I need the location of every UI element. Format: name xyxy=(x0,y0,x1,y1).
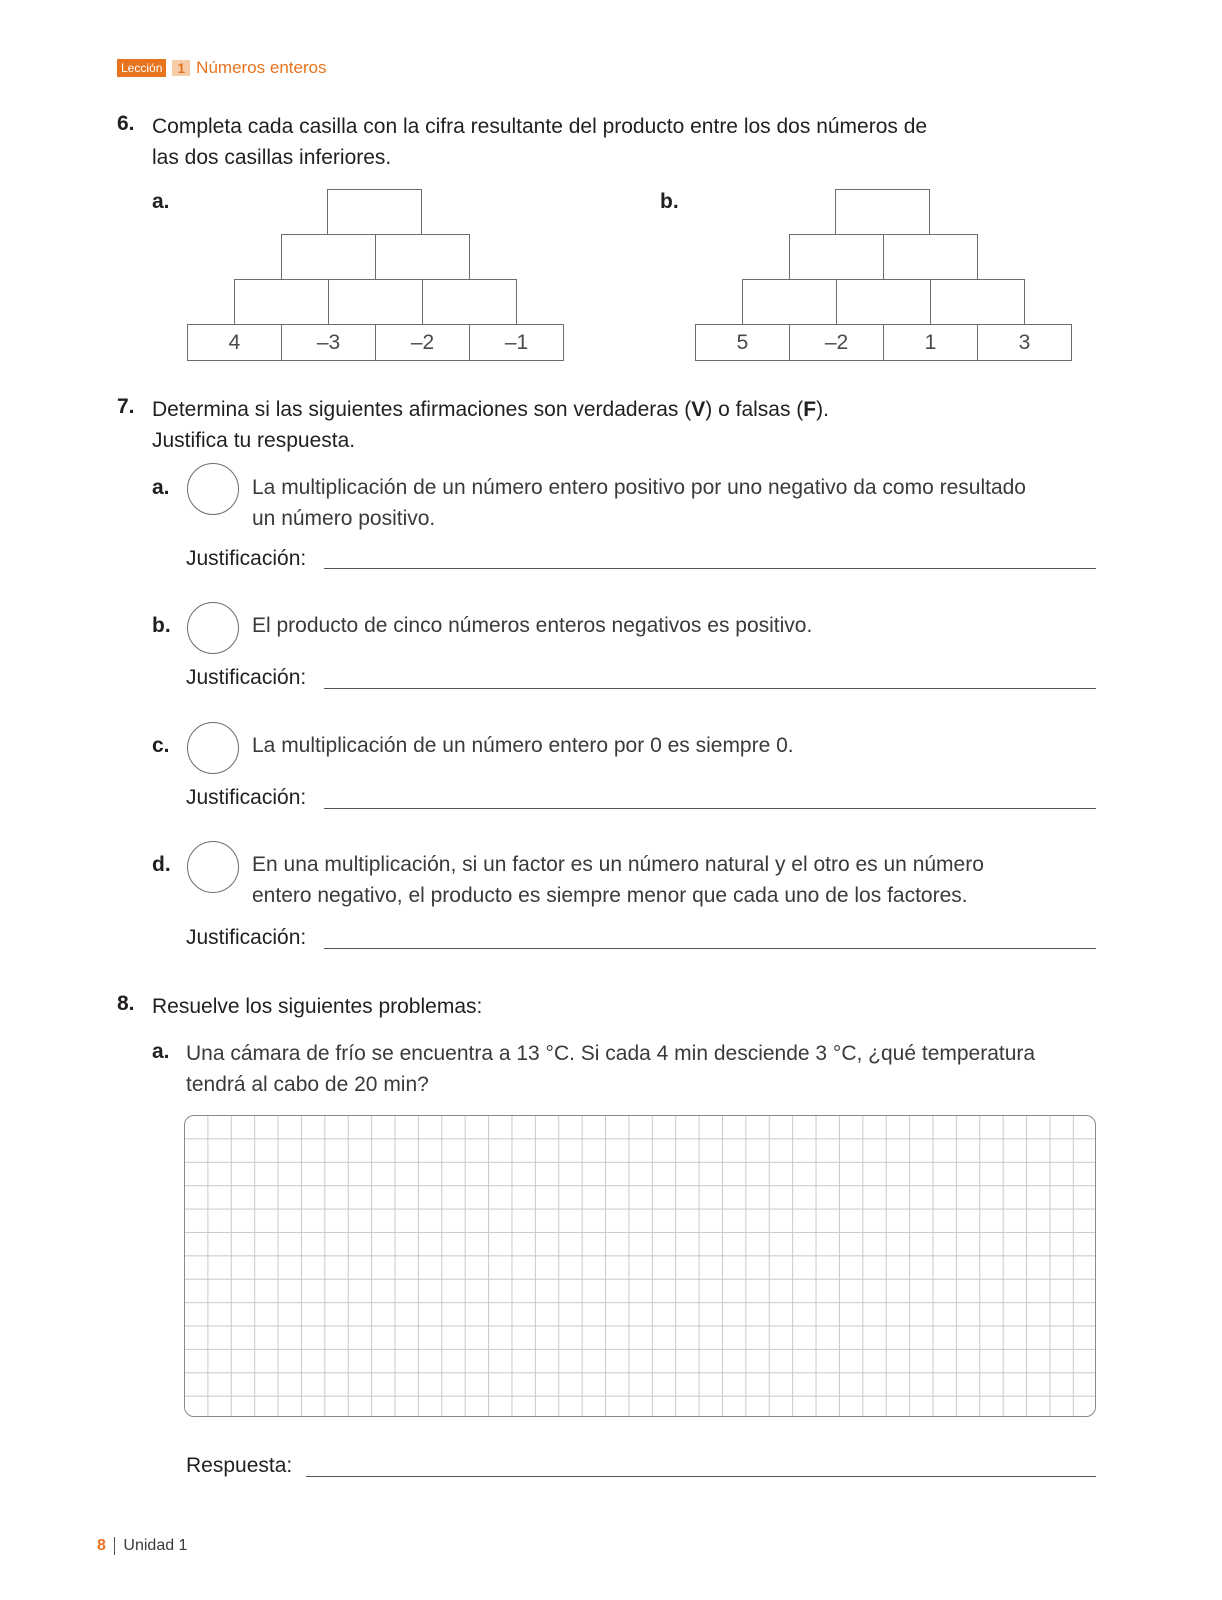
pyramid-a-base-cell: 4 xyxy=(187,324,282,361)
question-6-text xyxy=(152,111,927,173)
lesson-header xyxy=(117,58,327,78)
statement-b-text: El producto de cinco números enteros negativos es positivo. xyxy=(252,614,813,637)
question-7-line1-part: ) o falsas ( xyxy=(705,398,804,421)
statement-a-justification-label: Justificación: xyxy=(186,547,307,570)
pyramid-b-base-cell: 3 xyxy=(977,324,1072,361)
pyramid-a-row2-cell[interactable] xyxy=(375,234,470,280)
pyramid-a-top-cell[interactable] xyxy=(327,189,422,235)
pyramid-b-row2-cell[interactable] xyxy=(789,234,884,280)
statement-a-line2: un número positivo. xyxy=(252,507,436,530)
statement-b-justification-line[interactable] xyxy=(324,688,1096,689)
pyramid-b-base-cell: 1 xyxy=(883,324,978,361)
pyramid-b-base-cell: –2 xyxy=(789,324,884,361)
pyramid-b-top-cell[interactable] xyxy=(835,189,930,235)
question-6-number: 6. xyxy=(117,112,135,135)
page-number: 8 xyxy=(97,1537,106,1554)
question-8-text: Resuelve los siguientes problemas: xyxy=(152,995,483,1018)
question-7-text xyxy=(152,394,829,456)
statement-a-justification-line[interactable] xyxy=(324,568,1096,569)
problem-a-label: a. xyxy=(152,1040,170,1063)
pyramid-b-row3-cell[interactable] xyxy=(836,279,931,325)
statement-a-answer-circle[interactable] xyxy=(187,463,239,515)
question-7-number: 7. xyxy=(117,395,135,418)
statement-a-label: a. xyxy=(152,476,170,499)
statement-d-justification-line[interactable] xyxy=(324,948,1096,949)
statement-c-justification-line[interactable] xyxy=(324,808,1096,809)
pyramid-b-label: b. xyxy=(660,190,679,213)
false-letter: F xyxy=(803,398,817,421)
statement-d-label: d. xyxy=(152,853,171,876)
statement-c-label: c. xyxy=(152,734,170,757)
problem-a-text xyxy=(186,1038,1035,1100)
footer-divider xyxy=(114,1537,116,1555)
pyramid-a-base-cell: –2 xyxy=(375,324,470,361)
statement-b-label: b. xyxy=(152,614,171,637)
answer-label: Respuesta: xyxy=(186,1454,293,1477)
lesson-title: Números enteros xyxy=(196,58,327,77)
statement-c-answer-circle[interactable] xyxy=(187,722,239,774)
problem-a-line1: Una cámara de frío se encuentra a 13 °C. Si cada 4 min desciende 3 °C, ¿qué temperatura xyxy=(186,1042,1036,1065)
lesson-tag: Lección xyxy=(117,59,166,77)
question-7-line2: Justifica tu respuesta. xyxy=(152,429,356,452)
statement-d-justification-label: Justificación: xyxy=(186,926,307,949)
question-7-line1 xyxy=(152,394,829,425)
pyramid-a-row3-cell[interactable] xyxy=(328,279,423,325)
pyramid-b-row2-cell[interactable] xyxy=(883,234,978,280)
statement-c-text: La multiplicación de un número entero por 0 es siempre 0. xyxy=(252,734,794,757)
lesson-number: 1 xyxy=(172,60,190,76)
statement-a-line1: La multiplicación de un número entero positivo por uno negativo da como resultado xyxy=(252,476,1026,499)
pyramid-a-base-cell: –1 xyxy=(469,324,564,361)
statement-d-answer-circle[interactable] xyxy=(187,841,239,893)
pyramid-b-row3-cell[interactable] xyxy=(742,279,837,325)
question-6-line1: Completa cada casilla con la cifra resultante del producto entre los dos números de xyxy=(152,115,928,138)
statement-b-justification-label: Justificación: xyxy=(186,666,307,689)
statement-a-text xyxy=(252,472,1026,534)
pyramid-b-row3-cell[interactable] xyxy=(930,279,1025,325)
question-8-number: 8. xyxy=(117,992,135,1015)
pyramid-a-base-cell: –3 xyxy=(281,324,376,361)
page-footer xyxy=(97,1537,187,1555)
pyramid-a-row3-cell[interactable] xyxy=(234,279,329,325)
pyramid-a-label: a. xyxy=(152,190,170,213)
statement-d-text xyxy=(252,849,984,911)
pyramid-b-base-cell: 5 xyxy=(695,324,790,361)
question-6-line2: las dos casillas inferiores. xyxy=(152,146,392,169)
pyramid-a-row2-cell[interactable] xyxy=(281,234,376,280)
statement-b-answer-circle[interactable] xyxy=(187,602,239,654)
question-7-line1-part: Determina si las siguientes afirmaciones son verdaderas ( xyxy=(152,398,692,421)
unit-label: Unidad 1 xyxy=(123,1537,188,1554)
question-7-line1-part: ). xyxy=(816,398,829,421)
statement-d-line1: En una multiplicación, si un factor es un número natural y el otro es un número xyxy=(252,853,984,876)
pyramid-a-row3-cell[interactable] xyxy=(422,279,517,325)
problem-a-line2: tendrá al cabo de 20 min? xyxy=(186,1073,429,1096)
answer-line[interactable] xyxy=(306,1476,1096,1477)
statement-c-justification-label: Justificación: xyxy=(186,786,307,809)
true-letter: V xyxy=(691,398,706,421)
work-grid[interactable] xyxy=(184,1115,1096,1417)
statement-d-line2: entero negativo, el producto es siempre menor que cada uno de los factores. xyxy=(252,884,968,907)
